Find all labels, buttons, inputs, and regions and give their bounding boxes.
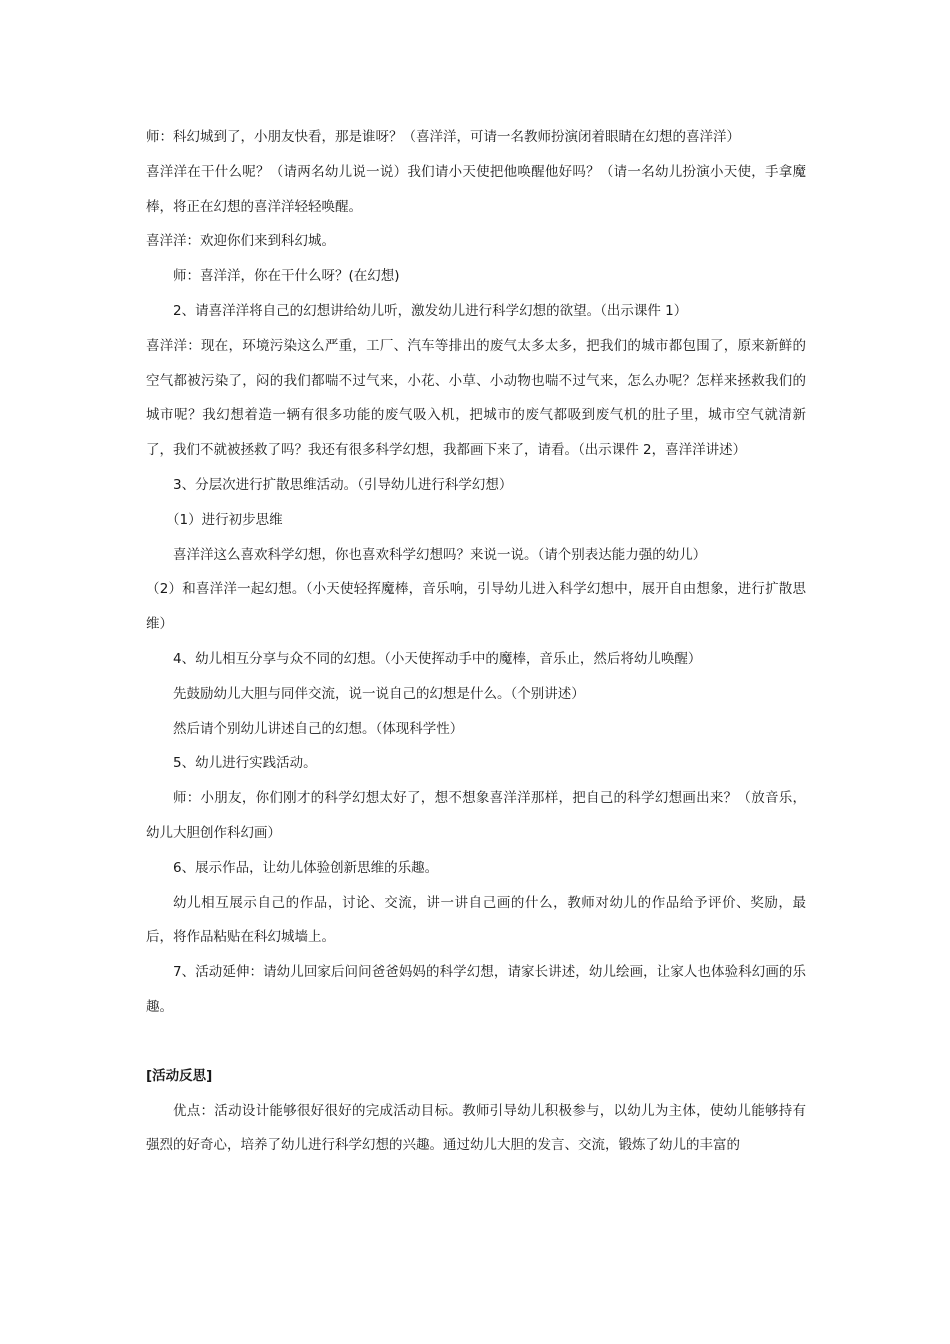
paragraph: 师：小朋友，你们刚才的科学幻想太好了，想不想象喜洋洋那样，把自己的科学幻想画出来？（放音乐，幼儿大胆创作科幻画） (146, 790, 806, 841)
paragraph: 4、幼儿相互分享与众不同的幻想。（小天使挥动手中的魔棒，音乐止，然后将幼儿唤醒） (173, 650, 702, 667)
paragraph: 喜洋洋这么喜欢科学幻想，你也喜欢科学幻想吗？来说一说。（请个别表达能力强的幼儿） (173, 546, 707, 563)
paragraph: 幼儿相互展示自己的作品，讨论、交流，讲一讲自己画的什么，教师对幼儿的作品给予评价、奖励，最后，将作品粘贴在科幻城墙上。 (146, 894, 806, 946)
reflection-paragraph: 优点：活动设计能够很好很好的完成活动目标。教师引导幼儿积极参与，以幼儿为主体，使幼儿能够持有强烈的好奇心，培养了幼儿进行科学幻想的兴趣。通过幼儿大胆的发言、交流，锻炼了幼儿的丰富的 (146, 1102, 806, 1154)
section-gap (146, 1025, 806, 1059)
paragraph: 6、展示作品，让幼儿体验创新思维的乐趣。 (173, 859, 439, 876)
paragraph: 7、活动延伸：请幼儿回家后问问爸爸妈妈的科学幻想，请家长讲述，幼儿绘画，让家人也体验科幻画的乐趣。 (146, 964, 806, 1015)
paragraph: 2、请喜洋洋将自己的幻想讲给幼儿听，激发幼儿进行科学幻想的欲望。（出示课件 1） (173, 302, 688, 319)
reflection-heading: [活动反思] (146, 1067, 213, 1084)
paragraph: （1）进行初步思维 (166, 511, 283, 528)
document-page (146, 120, 806, 1163)
paragraph: 喜洋洋在干什么呢？（请两名幼儿说一说）我们请小天使把他唤醒他好吗？（请一名幼儿扮演小天使，手拿魔棒，将正在幻想的喜洋洋轻轻唤醒。 (146, 163, 806, 215)
paragraph: （2）和喜洋洋一起幻想。（小天使轻挥魔棒，音乐响，引导幼儿进入科学幻想中，展开自由想象，进行扩散思维） (146, 581, 806, 633)
paragraph: 喜洋洋：现在，环境污染这么严重，工厂、汽车等排出的废气太多太多，把我们的城市都包围了，原来新鲜的空气都被污染了，闷的我们都喘不过气来，小花、小草、小动物也喘不过气来，怎么办呢？怎样来拯救我们的城市呢？我幻想着造一辆有很多功能的废气吸入机，把城市的废气都吸到废气机的肚子里，城市空气就清新了，我们不就被拯救了吗？我还有很多科学幻想，我都画下来了，请看。（出示课件 2，喜洋洋讲述） (146, 337, 806, 459)
paragraph: 5、幼儿进行实践活动。 (173, 755, 317, 772)
paragraph: 然后请个别幼儿讲述自己的幻想。（体现科学性） (173, 720, 464, 737)
paragraph: 师：科幻城到了，小朋友快看，那是谁呀？（喜洋洋，可请一名教师扮演闭着眼睛在幻想的喜洋洋） (146, 129, 740, 145)
paragraph: 喜洋洋：欢迎你们来到科幻城。 (146, 233, 335, 250)
document-body (146, 120, 806, 1025)
paragraph: 先鼓励幼儿大胆与同伴交流，说一说自己的幻想是什么。（个别讲述） (173, 685, 585, 702)
paragraph: 3、分层次进行扩散思维活动。（引导幼儿进行科学幻想） (173, 476, 513, 493)
paragraph: 师：喜洋洋，你在干什么呀？(在幻想) (173, 268, 400, 285)
